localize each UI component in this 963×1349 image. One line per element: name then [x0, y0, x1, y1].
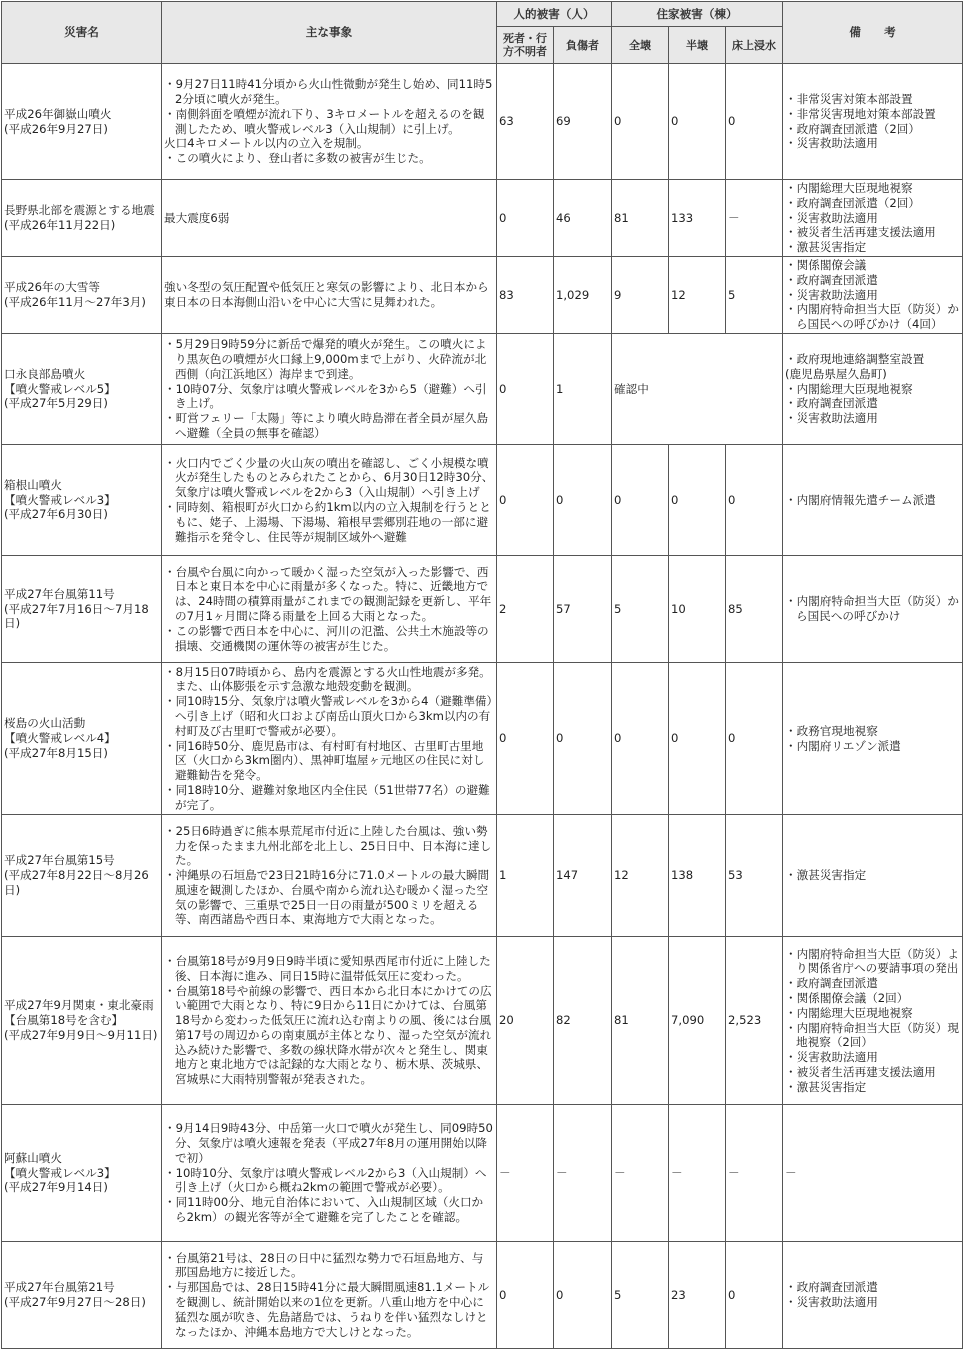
- disaster-name-line: (平成27年9月9日～9月11日): [4, 1027, 158, 1042]
- table-row: [2, 663, 963, 815]
- table-row: [2, 1242, 963, 1349]
- events-list: [164, 77, 494, 166]
- remarks-list: [785, 1280, 960, 1310]
- injured-cell: 1,029: [554, 257, 612, 334]
- events-list: [164, 954, 494, 1087]
- half-collapse-cell: 23: [669, 1242, 726, 1349]
- header-name: 災害名: [2, 2, 162, 64]
- header-dead-missing: 死者・行方不明者: [497, 27, 554, 64]
- header-house-damage: 住家被害（棟）: [612, 2, 783, 27]
- disaster-name-cell: [2, 556, 162, 663]
- remark-item: ・ 政府調査団派遣（2回）: [785, 122, 960, 137]
- above-floor-flooding-cell: 0: [726, 445, 783, 556]
- remarks-list: [785, 493, 960, 508]
- remark-item: ・ 内閣府リエゾン派遣: [785, 739, 960, 754]
- half-collapse-cell: 10: [669, 556, 726, 663]
- remarks-cell: [783, 257, 963, 334]
- header-injured: 負傷者: [554, 27, 612, 64]
- disaster-name-line: 【噴火警戒レベル3】: [4, 492, 116, 507]
- event-item: ・ 町営フェリー「太陽」等により噴火時島滞在者全員が屋久島へ避難（全員の無事を確認）: [164, 411, 494, 441]
- dead-missing-cell: 20: [497, 937, 554, 1105]
- event-item: ・ この影響で西日本を中心に、河川の氾濫、公共土木施設等の損壊、交通機関の運休等の被害が生じた。: [164, 624, 494, 654]
- remarks-list: [785, 352, 960, 426]
- half-collapse-cell: 0: [669, 663, 726, 815]
- total-collapse-cell: 9: [612, 257, 669, 334]
- event-item: 火口4キロメートル以内の立入を規制。: [164, 136, 369, 151]
- event-item: 強い冬型の気圧配置や低気圧と寒気の影響により、北日本から東日本の日本海側山沿いを中心に大雪に見舞われた。: [164, 280, 489, 309]
- header-remarks: 備 考: [783, 2, 963, 64]
- remarks-cell: [783, 556, 963, 663]
- total-collapse-cell: 0: [612, 64, 669, 180]
- table-row: [2, 180, 963, 257]
- remark-item: ・ 政府調査団派遣: [785, 976, 960, 991]
- events-cell: [162, 64, 497, 180]
- above-floor-flooding-cell: 85: [726, 556, 783, 663]
- event-item: ・ 沖縄県の石垣島で23日21時16分に71.0メートルの最大瞬間風速を観測したほか、台風や南から流れ込む暖かく湿った空気の影響で、三重県で25日一日の雨量が500ミリを超える等、南西諸島や西日本、東海地方で大雨となった。: [164, 868, 494, 927]
- dead-missing-cell: 0: [497, 334, 554, 445]
- table-row: [2, 64, 963, 180]
- events-list: [164, 665, 494, 813]
- events-cell: [162, 445, 497, 556]
- disaster-name-line: (平成27年6月30日): [4, 507, 108, 522]
- remark-item: ・ 内閣総理大臣現地視察: [785, 382, 960, 397]
- dead-missing-cell: 2: [497, 556, 554, 663]
- injured-cell: 0: [554, 1242, 612, 1349]
- remarks-list: [785, 92, 960, 151]
- remark-item: －: [785, 1165, 797, 1180]
- dead-missing-cell: －: [497, 1105, 554, 1242]
- above-floor-flooding-cell: －: [726, 1105, 783, 1242]
- event-item: ・ 火口内でごく少量の火山灰の噴出を確認し、ごく小規模な噴火が発生したものとみられたことから、6月30日12時30分、気象庁は噴火警戒レベルを2から3（入山規制）へ引き上げ: [164, 456, 494, 500]
- half-collapse-cell: 0: [669, 445, 726, 556]
- disaster-name-cell: [2, 815, 162, 937]
- event-item: ・ 台風第21号は、28日の日中に猛烈な勢力で石垣島地方、与那国島地方に接近した。: [164, 1251, 494, 1281]
- above-floor-flooding-cell: －: [726, 180, 783, 257]
- remark-item: ・ 災害救助法適用: [785, 1050, 960, 1065]
- remarks-cell: [783, 445, 963, 556]
- disaster-name-line: (平成27年9月27日～28日): [4, 1295, 146, 1309]
- events-list: [164, 565, 494, 654]
- header-half-collapse: 半壊: [669, 27, 726, 64]
- dead-missing-cell: 0: [497, 180, 554, 257]
- total-collapse-cell: 81: [612, 180, 669, 257]
- remark-item: ・ 内閣府特命担当大臣（防災）より関係省庁への要請事項の発出: [785, 947, 960, 977]
- disaster-name-cell: [2, 334, 162, 445]
- events-list: [164, 824, 494, 928]
- events-cell: [162, 1105, 497, 1242]
- event-item: ・ 台風第18号が9月9日9時半頃に愛知県西尾市付近に上陸した後、日本海に進み、同日15時に温帯低気圧に変わった。: [164, 954, 494, 984]
- total-collapse-cell: 12: [612, 815, 669, 937]
- events-cell: [162, 815, 497, 937]
- events-cell: [162, 180, 497, 257]
- total-collapse-cell: 5: [612, 1242, 669, 1349]
- table-row: [2, 815, 963, 937]
- remark-item: ・ 政府現地連絡調整室設置: [785, 352, 960, 367]
- above-floor-flooding-cell: 0: [726, 64, 783, 180]
- total-collapse-cell: 確認中: [612, 334, 783, 445]
- event-item: ・ 同10時15分、気象庁は噴火警戒レベルを3から4（避難準備）へ引き上げ（昭和火口および南岳山頂火口から3km以内の有村町及び古里町で警戒が必要）。: [164, 694, 494, 738]
- above-floor-flooding-cell: 2,523: [726, 937, 783, 1105]
- events-list: [164, 1121, 494, 1225]
- injured-cell: 69: [554, 64, 612, 180]
- events-cell: [162, 334, 497, 445]
- event-item: ・ 与那国島では、28日15時41分に最大瞬間風速81.1メートルを観測し、統計開始以来の1位を更新。八重山地方を中心に猛烈な風が吹き、先島諸島では、うねりを伴い猛烈なしけとなったほか、沖縄本島地方で大しけとなった。: [164, 1280, 494, 1339]
- table-row: [2, 445, 963, 556]
- event-item: ・ 8月15日07時頃から、島内を震源とする火山性地震が多発。また、山体膨張を示す急激な地殻変動を観測。: [164, 665, 494, 695]
- events-list: [164, 456, 494, 545]
- remarks-cell: [783, 815, 963, 937]
- disaster-name-line: (平成27年9月14日): [4, 1180, 108, 1195]
- remarks-list: [785, 947, 960, 1095]
- injured-cell: 1: [554, 334, 612, 445]
- disaster-name-cell: [2, 180, 162, 257]
- remark-item: ・ 内閣府特命担当大臣（防災）から国民への呼びかけ（4回）: [785, 302, 960, 332]
- remarks-cell: [783, 1242, 963, 1349]
- remark-item: ・ 災害救助法適用: [785, 136, 960, 151]
- event-item: ・ 9月14日9時43分、中岳第一火口で噴火が発生し、同09時50分、気象庁は噴火速報を発表（平成27年8月の運用開始以降で初）: [164, 1121, 494, 1165]
- disaster-table: [1, 1, 963, 1349]
- injured-cell: 147: [554, 815, 612, 937]
- remark-item: ・ 関係閣僚会議: [785, 258, 960, 273]
- remarks-list: [785, 594, 960, 624]
- remark-item: ・ 激甚災害指定: [785, 240, 960, 255]
- remarks-cell: [783, 663, 963, 815]
- dead-missing-cell: 1: [497, 815, 554, 937]
- disaster-name-cell: [2, 1242, 162, 1349]
- event-item: ・ 南側斜面を噴煙が流れ下り、3キロメートルを超えるのを観測したため、噴火警戒レベル3（入山規制）に引上げ。: [164, 107, 494, 137]
- events-cell: [162, 937, 497, 1105]
- event-item: ・ 25日6時過ぎに熊本県荒尾市付近に上陸した台風は、強い勢力を保ったまま九州北部を北上し、25日日中、日本海に達した。: [164, 824, 494, 868]
- remarks-list: [785, 258, 960, 332]
- disaster-name-line: (平成26年11月22日): [4, 218, 116, 232]
- event-item: ・ 台風や台風に向かって暖かく湿った空気が入った影響で、西日本と東日本を中心に雨量が多くなった。特に、近畿地方では、24時間の積算雨量がこれまでの観測記録を更新し、平年の7月1ヶ月間に降る雨量を上回る大雨となった。: [164, 565, 494, 624]
- event-item: 最大震度6弱: [164, 210, 230, 225]
- event-item: ・ 同11時00分、地元自治体において、入山規制区域（火口から2km）の観光客等が全て避難を完了したことを確認。: [164, 1195, 494, 1225]
- event-item: ・ この噴火により、登山者に多数の被害が生じた。: [164, 151, 494, 166]
- injured-cell: 0: [554, 663, 612, 815]
- remark-item: ・ 非常災害現地対策本部設置: [785, 107, 960, 122]
- events-list: [164, 211, 494, 226]
- total-collapse-cell: 0: [612, 663, 669, 815]
- above-floor-flooding-cell: 5: [726, 257, 783, 334]
- dead-missing-cell: 83: [497, 257, 554, 334]
- disaster-name-line: (平成26年11月～27年3月): [4, 295, 146, 309]
- disaster-name-line: 【噴火警戒レベル4】: [4, 731, 116, 746]
- disaster-name-line: 長野県北部を震源とする地震: [4, 203, 155, 218]
- above-floor-flooding-cell: 0: [726, 663, 783, 815]
- disaster-name-cell: [2, 663, 162, 815]
- remark-item: ・ 激甚災害指定: [785, 868, 960, 883]
- total-collapse-cell: 5: [612, 556, 669, 663]
- remarks-list: [785, 1166, 960, 1181]
- injured-cell: 57: [554, 556, 612, 663]
- above-floor-flooding-cell: 0: [726, 1242, 783, 1349]
- disaster-name-line: 平成27年台風第11号: [4, 586, 115, 601]
- remark-item: ・ 内閣府情報先遣チーム派遣: [785, 493, 960, 508]
- remarks-cell: [783, 64, 963, 180]
- disaster-name-line: 桜島の火山活動: [4, 716, 86, 731]
- disaster-name-line: 平成27年台風第21号: [4, 1280, 115, 1295]
- event-item: ・ 同時刻、箱根町が火口から約1km以内の立入規制を行うとともに、姥子、上湯場、下湯場、箱根早雲郷別荘地の一部に避難指示を発令し、住民等が規制区域外へ避難: [164, 500, 494, 544]
- table-row: [2, 556, 963, 663]
- table-row: [2, 257, 963, 334]
- event-item: ・ 10時07分、気象庁は噴火警戒レベルを3から5（避難）へ引き上げ。: [164, 382, 494, 412]
- events-cell: [162, 257, 497, 334]
- remark-item: ・ 内閣府特命担当大臣（防災）から国民への呼びかけ: [785, 594, 960, 624]
- half-collapse-cell: 133: [669, 180, 726, 257]
- remarks-list: [785, 868, 960, 883]
- disaster-name-line: 口永良部島噴火: [4, 366, 86, 381]
- half-collapse-cell: 12: [669, 257, 726, 334]
- disaster-name-line: 箱根山噴火: [4, 477, 62, 492]
- disaster-name-line: (平成27年5月29日): [4, 396, 108, 411]
- remark-item: ・ 災害救助法適用: [785, 288, 960, 303]
- disaster-name-line: (平成26年9月27日): [4, 121, 108, 136]
- dead-missing-cell: 0: [497, 445, 554, 556]
- disaster-name-line: (平成27年8月22日～8月26日): [4, 868, 149, 897]
- remark-item: ・ 災害救助法適用: [785, 211, 960, 226]
- remark-item: ・ 災害救助法適用: [785, 411, 960, 426]
- remarks-list: [785, 724, 960, 754]
- remarks-cell: [783, 1105, 963, 1242]
- disaster-name-line: 平成27年9月関東・東北豪雨: [4, 998, 154, 1013]
- dead-missing-cell: 63: [497, 64, 554, 180]
- table-row: [2, 937, 963, 1105]
- above-floor-flooding-cell: 53: [726, 815, 783, 937]
- remark-item: (鹿児島県屋久島町): [785, 366, 887, 381]
- remarks-cell: [783, 180, 963, 257]
- event-item: ・ 台風第18号や前線の影響で、西日本から北日本にかけての広い範囲で大雨となり、特に9日から11日にかけては、台風第18号から変わった低気圧に流れ込む南よりの風、後には台風第17号の周辺からの南東風が主体となり、湿った空気が流れ込み続けた影響で、多数の線状降水帯が次々と発生し、関東地方と東北地方では記録的な大雨となり、栃木県、茨城県、宮城県に大雨特別警報が発表された。: [164, 984, 494, 1088]
- disaster-name-cell: [2, 257, 162, 334]
- remark-item: ・ 政府調査団派遣: [785, 273, 960, 288]
- injured-cell: －: [554, 1105, 612, 1242]
- disaster-name-line: 平成26年御嶽山噴火: [4, 106, 112, 121]
- table-row: [2, 334, 963, 445]
- remark-item: ・ 政府調査団派遣（2回）: [785, 196, 960, 211]
- half-collapse-cell: 7,090: [669, 937, 726, 1105]
- disaster-name-line: 平成26年の大雪等: [4, 280, 100, 295]
- disaster-name-cell: [2, 445, 162, 556]
- header-total-collapse: 全壊: [612, 27, 669, 64]
- dead-missing-cell: 0: [497, 1242, 554, 1349]
- total-collapse-cell: 0: [612, 445, 669, 556]
- total-collapse-cell: 81: [612, 937, 669, 1105]
- disaster-name-line: 【台風第18号を含む】: [4, 1013, 124, 1028]
- event-item: ・ 9月27日11時41分頃から火山性微動が発生し始め、同11時52分頃に噴火が発生。: [164, 77, 494, 107]
- remark-item: ・ 激甚災害指定: [785, 1080, 960, 1095]
- disaster-name-cell: [2, 1105, 162, 1242]
- disaster-name-line: (平成27年8月15日): [4, 745, 108, 760]
- remark-item: ・ 非常災害対策本部設置: [785, 92, 960, 107]
- disaster-name-cell: [2, 937, 162, 1105]
- disaster-name-line: 平成27年台風第15号: [4, 853, 115, 868]
- remark-item: ・ 政府調査団派遣: [785, 1280, 960, 1295]
- remark-item: ・ 政務官現地視察: [785, 724, 960, 739]
- remark-item: ・ 関係閣僚会議（2回）: [785, 991, 960, 1006]
- half-collapse-cell: 138: [669, 815, 726, 937]
- event-item: ・ 10時10分、気象庁は噴火警戒レベル2から3（入山規制）へ引き上げ（火口から概ね2kmの範囲で警戒が必要）。: [164, 1166, 494, 1196]
- events-cell: [162, 1242, 497, 1349]
- remarks-cell: [783, 937, 963, 1105]
- events-cell: [162, 663, 497, 815]
- header-human-damage: 人的被害（人）: [497, 2, 612, 27]
- events-cell: [162, 556, 497, 663]
- disaster-name-line: 阿蘇山噴火: [4, 1150, 62, 1165]
- remark-item: ・ 災害救助法適用: [785, 1295, 960, 1310]
- disaster-name-line: 【噴火警戒レベル5】: [4, 381, 116, 396]
- table-row: [2, 1105, 963, 1242]
- events-list: [164, 337, 494, 441]
- header-events: 主な事象: [162, 2, 497, 64]
- event-item: ・ 5月29日9時59分に新岳で爆発的噴火が発生。この噴火により黒灰色の噴煙が火口縁上9,000mまで上がり、火砕流が北西側（向江浜地区）海岸まで到達。: [164, 337, 494, 381]
- remark-item: ・ 被災者生活再建支援法適用: [785, 225, 960, 240]
- remark-item: ・ 政府調査団派遣: [785, 396, 960, 411]
- half-collapse-cell: －: [669, 1105, 726, 1242]
- header-above-floor-flooding: 床上浸水: [726, 27, 783, 64]
- dead-missing-cell: 0: [497, 663, 554, 815]
- injured-cell: 0: [554, 445, 612, 556]
- remarks-cell: [783, 334, 963, 445]
- remark-item: ・ 被災者生活再建支援法適用: [785, 1065, 960, 1080]
- remark-item: ・ 内閣総理大臣現地視察: [785, 181, 960, 196]
- events-list: [164, 1251, 494, 1340]
- disaster-name-line: 【噴火警戒レベル3】: [4, 1165, 116, 1180]
- remark-item: ・ 内閣総理大臣現地視察: [785, 1006, 960, 1021]
- event-item: ・ 同16時50分、鹿児島市は、有村町有村地区、古里町古里地区（火口から3km圏内）、黒神町塩屋ヶ元地区の住民に対し避難勧告を発令。: [164, 739, 494, 783]
- events-list: [164, 280, 494, 310]
- injured-cell: 46: [554, 180, 612, 257]
- disaster-name-cell: [2, 64, 162, 180]
- remarks-list: [785, 181, 960, 255]
- remark-item: ・ 内閣府特命担当大臣（防災）現地視察（2回）: [785, 1021, 960, 1051]
- total-collapse-cell: －: [612, 1105, 669, 1242]
- injured-cell: 82: [554, 937, 612, 1105]
- half-collapse-cell: 0: [669, 64, 726, 180]
- disaster-name-line: (平成27年7月16日～7月18日): [4, 601, 149, 631]
- event-item: ・ 同18時10分、避難対象地区内全住民（51世帯77名）の避難が完了。: [164, 783, 494, 813]
- table-body: [2, 64, 963, 1349]
